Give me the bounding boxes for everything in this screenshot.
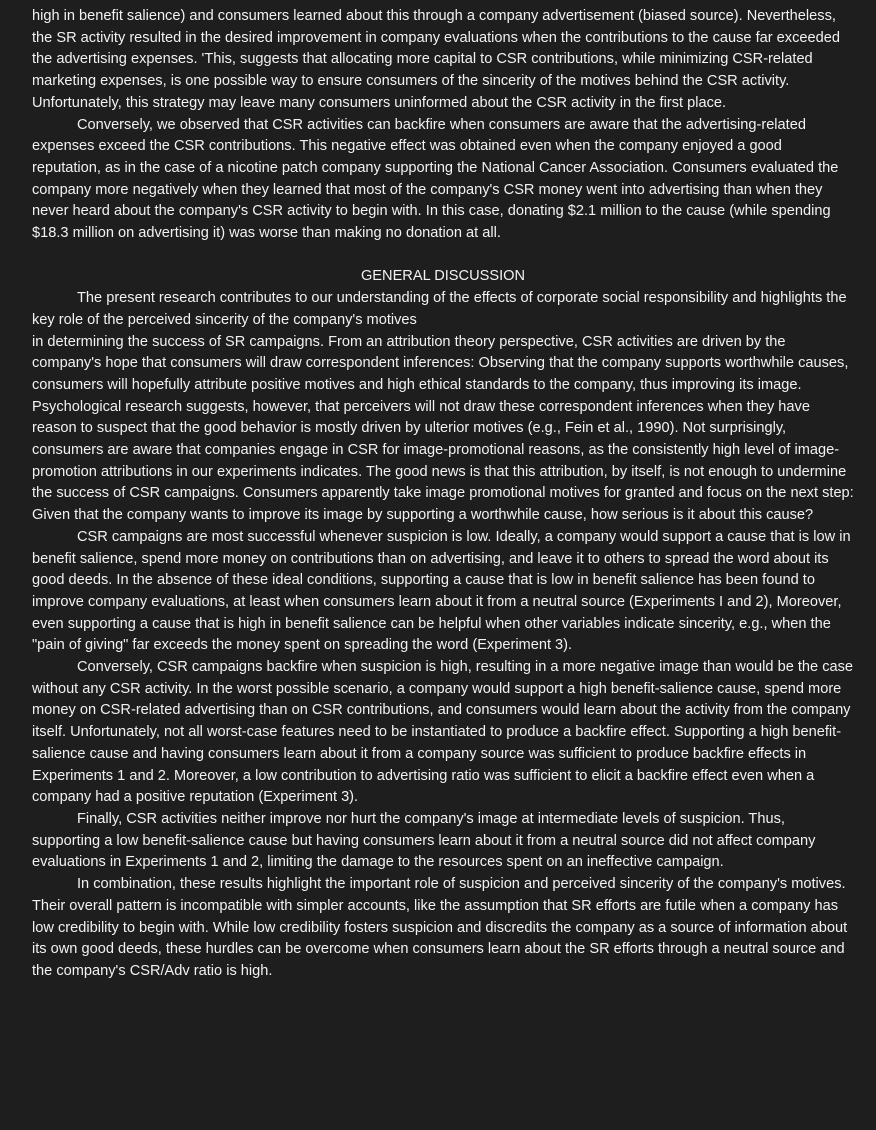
paragraph-conversely-backfire: Conversely, we observed that CSR activities can backfire when consumers are aware that the advertising-related expenses exceed the CSR contributions. This negative effect was obtained even when the company enjoyed a good reputation, as in the case of a nicotine patch company supporting the National Cancer Association. Consumers evaluated the company more negatively when they learned that most of the company's CSR money went into advertising than when they never heard about the company's CSR activity to begin with. In this case, donating $2.1 million to the cause (while spending $18.3 million on advertising it) was worse than making no donation at all. <box>32 116 839 242</box>
paragraph-combination: In combination, these results highlight the important role of suspicion and perceived sincerity of the company's motives. Their overall pattern is incompatible with simpler accounts, like the assumption that SR efforts are futile when a company has low credibility to begin with. While low credibility fosters suspicion and discredits the company as a source of information about its own good deeds, these hurdles can be overcome when consumers learn about the SR efforts through a neutral source and the company's CSR/Adv ratio is high. <box>32 876 848 979</box>
paragraph-backfire-high-suspicion: Conversely, CSR campaigns backfire when suspicion is high, resulting in a more negative image than would be the case without any CSR activity. In the worst possible scenario, a company would support a high benefit-salience cause, spend more money on CSR-related advertising than on CSR contributions, and consumers would learn about the activity from the company itself. Unfortunately, not all worst-case features need to be instantiated to produce a backfire effect. Supporting a high benefit-salience cause and having consumers learn about it from a company source was sufficient to produce backfire effects in Experiments 1 and 2. Moreover, a low contribution to advertising ratio was sufficient to elicit a backfire effect even when a company had a positive reputation (Experiment 3). <box>32 659 854 806</box>
discussion-intro-first-line: The present research contributes to our understanding of the effects of corporate social responsibility and highlights the key role of the perceived sincerity of the company's motives <box>32 290 847 328</box>
paragraph-continuation: high in benefit salience) and consumers learned about this through a company advertisement (biased source). Nevertheless, the SR activity resulted in the desired improvement in company evaluations when the contributions to the cause far exceeded the advertising expenses. 'This, suggests that allocating more capital to CSR contributions, while minimizing CSR-related marketing expenses, is one possible way to ensure consumers of the sincerity of the motives behind the CSR activity. Unfortunately, this strategy may leave many consumers uninformed about the CSR activity in the first place. <box>32 8 840 111</box>
paragraph-intermediate: Finally, CSR activities neither improve nor hurt the company's image at intermediate levels of suspicion. Thus, supporting a low benefit-salience cause but having consumers learn about it from a neutral source did not affect company evaluations in Experiments 1 and 2, limiting the damage to the resources spent on an ineffective campaign. <box>32 811 816 871</box>
discussion-intro-rest: in determining the success of SR campaigns. From an attribution theory perspective, CSR activities are driven by the company's hope that consumers will draw correspondent inferences: Observing that the company supports worthwhile causes, consumers will hopefully attribute positive motives and high ethical standards to the company, thus improving its image. Psychological research suggests, however, that perceivers will not draw these correspondent inferences when they have reason to suspect that the good behavior is mostly driven by ulterior motives (e.g., Fein et al., 1990). Not surprisingly, consumers are aware that companies engage in CSR for image-promotional reasons, as the consistently high level of image-promotion attributions in our experiments indicates. The good news is that this attribution, by itself, is not enough to undermine the success of CSR campaigns. Consumers apparently take image promotional motives for granted and focus on the next step: Given that the company wants to improve its image by supporting a worthwhile cause, how serious is it about this cause? <box>32 333 854 524</box>
paragraph-discussion-intro <box>32 288 854 527</box>
section-gap <box>32 245 854 267</box>
paragraph-success-low-suspicion: CSR campaigns are most successful whenever suspicion is low. Ideally, a company would support a cause that is low in benefit salience, spend more money on contributions than on advertising, and leave it to others to spread the word about its good deeds. In the absence of these ideal conditions, supporting a cause that is low in benefit salience has been found to improve company evaluations, at least when consumers learn about it from a neutral source (Experiments I and 2), Moreover, even supporting a cause that is high in benefit salience can be helpful when other variables indicate sincerity, e.g., when the "pain of giving" far exceeds the money spent on spreading the word (Experiment 3). <box>32 528 851 654</box>
section-heading: GENERAL DISCUSSION <box>360 268 526 285</box>
document-page <box>32 6 854 983</box>
